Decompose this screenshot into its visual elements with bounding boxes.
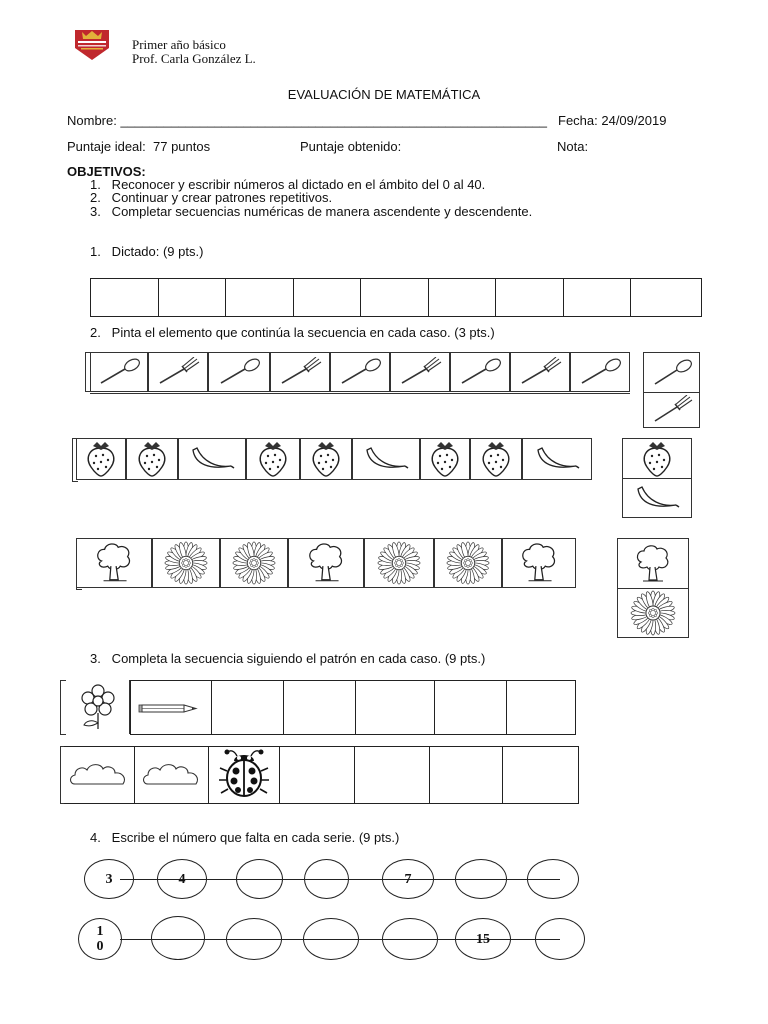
pattern-pencil <box>131 681 212 734</box>
pattern-daisy <box>364 538 434 588</box>
pattern-daisy <box>152 538 220 588</box>
pattern-strawberry <box>420 438 470 480</box>
series-circle[interactable]: 1 0 <box>78 918 122 960</box>
series-circle[interactable] <box>226 918 282 960</box>
daisy-icon <box>629 589 677 637</box>
dictation-box[interactable] <box>159 279 226 316</box>
banana-icon <box>532 444 582 474</box>
fork-icon <box>396 357 444 387</box>
pattern-banana <box>178 438 246 480</box>
pattern-daisy <box>434 538 502 588</box>
empty-pattern-box[interactable] <box>280 747 355 803</box>
section-4-title: 4. Escribe el número que falta en cada serie. (9 pts.) <box>90 830 400 845</box>
pattern-fork <box>270 352 330 392</box>
tree-icon <box>302 540 350 586</box>
objective-item: 3. Completar secuencias numéricas de manera ascendente y descendente. <box>90 204 533 219</box>
answer-option-strawberry[interactable] <box>622 438 692 478</box>
series-circle[interactable]: 15 <box>455 918 511 960</box>
pattern-strawberry <box>470 438 522 480</box>
empty-pattern-box[interactable] <box>503 747 578 803</box>
ideal-score: Puntaje ideal: 77 puntos <box>67 139 211 154</box>
spoon-icon <box>650 358 694 388</box>
tree-icon <box>90 540 138 586</box>
pattern-strawberry <box>126 438 178 480</box>
empty-pattern-box[interactable] <box>355 747 430 803</box>
strawberry-icon <box>425 440 465 478</box>
flower-icon <box>76 683 120 731</box>
empty-pattern-box[interactable] <box>356 681 435 734</box>
fork-icon <box>276 357 324 387</box>
pattern-row-cloud-ladybug <box>64 746 579 804</box>
empty-pattern-box[interactable] <box>435 681 507 734</box>
pattern-fork <box>390 352 450 392</box>
pattern-tree <box>76 538 152 588</box>
spoon-icon <box>95 357 143 387</box>
answer-option-spoon[interactable] <box>643 352 700 392</box>
objectives-heading: OBJETIVOS: <box>67 164 146 179</box>
strawberry-icon <box>476 440 516 478</box>
section-2-title: 2. Pinta el elemento que continúa la secuencia en cada caso. (3 pts.) <box>90 325 495 340</box>
series-circle[interactable]: 3 <box>84 859 134 899</box>
empty-pattern-box[interactable] <box>284 681 356 734</box>
series-circle[interactable] <box>535 918 585 960</box>
dictation-box[interactable] <box>429 279 496 316</box>
series-circle[interactable]: 7 <box>382 859 434 899</box>
answer-option-fork[interactable] <box>643 392 700 428</box>
pattern-spoon <box>330 352 390 392</box>
dictation-box[interactable] <box>361 279 429 316</box>
pattern-strawberry <box>76 438 126 480</box>
dictation-box[interactable] <box>564 279 631 316</box>
grade-label: Nota: <box>557 139 589 154</box>
pattern-row-flower-pencil <box>130 680 576 735</box>
pattern-tree <box>288 538 364 588</box>
spoon-icon <box>336 357 384 387</box>
daisy-icon <box>445 540 491 586</box>
pattern-daisy <box>220 538 288 588</box>
dictation-box[interactable] <box>631 279 699 316</box>
spoon-icon <box>576 357 624 387</box>
cloud-icon <box>140 760 204 790</box>
name-field[interactable]: Nombre: ___________________________________________________________ <box>67 113 548 128</box>
objective-item: 2. Continuar y crear patrones repetitivos. <box>90 190 333 205</box>
strawberry-icon <box>306 440 346 478</box>
objective-item: 1. Reconocer y escribir números al dictado en el ámbito del 0 al 40. <box>90 177 486 192</box>
pattern-flower <box>66 680 130 734</box>
pattern-cloud <box>64 747 135 803</box>
series-circle[interactable] <box>151 916 205 960</box>
spoon-icon <box>456 357 504 387</box>
fork-icon <box>516 357 564 387</box>
pattern-fork <box>148 352 208 392</box>
strawberry-icon <box>81 440 121 478</box>
fork-icon <box>650 395 694 425</box>
pattern-tree <box>502 538 576 588</box>
series-circle[interactable] <box>304 859 349 899</box>
series-circle[interactable] <box>527 859 579 899</box>
fork-icon <box>154 357 202 387</box>
section-3-title: 3. Completa la secuencia siguiendo el patrón en cada caso. (9 pts.) <box>90 651 486 666</box>
spoon-icon <box>215 357 263 387</box>
daisy-icon <box>231 540 277 586</box>
dictation-boxes <box>90 278 702 317</box>
series-circle[interactable] <box>455 859 507 899</box>
pattern-ladybug <box>209 747 280 803</box>
dictation-box[interactable] <box>496 279 564 316</box>
page-title: EVALUACIÓN DE MATEMÁTICA <box>287 87 481 102</box>
pattern-strawberry <box>300 438 352 480</box>
pattern-spoon <box>450 352 510 392</box>
obtained-score: Puntaje obtenido: <box>300 139 402 154</box>
empty-pattern-box[interactable] <box>507 681 575 734</box>
pattern-cloud <box>135 747 209 803</box>
date-label: Fecha: 24/09/2019 <box>558 113 667 128</box>
cloud-icon <box>67 760 131 790</box>
answer-option-tree[interactable] <box>617 538 689 588</box>
section-1-title: 1. Dictado: (9 pts.) <box>90 244 204 259</box>
series-circle[interactable] <box>236 859 283 899</box>
answer-option-daisy[interactable] <box>617 588 689 638</box>
pattern-banana <box>352 438 420 480</box>
school-crest-icon <box>72 28 112 62</box>
pattern-banana <box>522 438 592 480</box>
pattern-strawberry <box>246 438 300 480</box>
dictation-box[interactable] <box>294 279 361 316</box>
pattern-fork <box>510 352 570 392</box>
empty-pattern-box[interactable] <box>212 681 284 734</box>
school-logo <box>72 28 112 62</box>
pattern-spoon <box>90 352 148 392</box>
daisy-icon <box>376 540 422 586</box>
strawberry-icon <box>253 440 293 478</box>
banana-icon <box>361 444 411 474</box>
series-circle[interactable]: 4 <box>157 859 207 899</box>
tree-icon <box>515 540 563 586</box>
daisy-icon <box>163 540 209 586</box>
answer-option-banana[interactable] <box>622 478 692 518</box>
strawberry-icon <box>637 440 677 478</box>
dictation-box[interactable] <box>226 279 294 316</box>
pencil-icon <box>138 698 204 718</box>
empty-pattern-box[interactable] <box>430 747 503 803</box>
dictation-box[interactable] <box>91 279 159 316</box>
series-circle[interactable] <box>382 918 438 960</box>
pattern-spoon <box>208 352 270 392</box>
banana-icon <box>187 444 237 474</box>
strawberry-icon <box>132 440 172 478</box>
pattern-spoon <box>570 352 630 392</box>
series-circle[interactable] <box>303 918 359 960</box>
tree-icon <box>631 542 675 586</box>
course-line: Primer año básico <box>132 37 226 52</box>
teacher-line: Prof. Carla González L. <box>132 51 256 66</box>
banana-icon <box>632 483 682 513</box>
ladybug-icon <box>214 747 274 803</box>
